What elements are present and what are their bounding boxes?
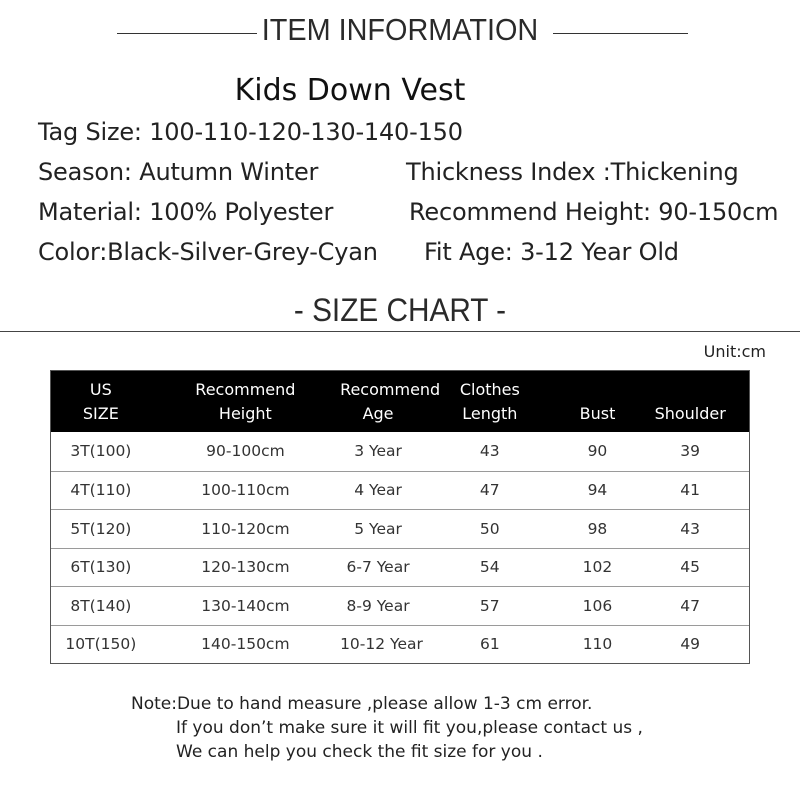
header-recommend-height-line1: Recommend bbox=[195, 379, 296, 399]
cell-height: 140-150cm bbox=[201, 635, 290, 654]
item-information-heading: ITEM INFORMATION bbox=[261, 12, 539, 47]
header-bust-line1 bbox=[564, 378, 632, 402]
cell-bust: 110 bbox=[582, 635, 613, 654]
cell-shoulder: 45 bbox=[680, 558, 701, 577]
header-us-size bbox=[51, 371, 151, 432]
table-row bbox=[51, 509, 749, 548]
cell-height: 110-120cm bbox=[201, 519, 290, 538]
cell-age: 8-9 Year bbox=[346, 596, 410, 615]
header-shoulder-line2: Shoulder bbox=[654, 403, 726, 423]
tag-size-line: Tag Size: 100-110-120-130-140-150 bbox=[38, 118, 463, 146]
cell-us-size: 10T(150) bbox=[65, 635, 137, 654]
header-recommend-age-line2: Age bbox=[362, 403, 394, 423]
header-rule-right bbox=[553, 33, 688, 34]
size-chart-table bbox=[50, 370, 750, 664]
size-chart-divider bbox=[0, 331, 800, 332]
note-line-1: Note:Due to hand measure ,please allow 1-3 cm error. bbox=[131, 694, 593, 714]
header-clothes-length-line2: Length bbox=[462, 403, 518, 423]
cell-shoulder: 49 bbox=[680, 635, 701, 654]
cell-age: 3 Year bbox=[354, 442, 402, 461]
header-bust-line2: Bust bbox=[579, 403, 616, 423]
header-recommend-height-line2: Height bbox=[218, 403, 272, 423]
cell-bust: 94 bbox=[587, 481, 608, 500]
cell-shoulder: 43 bbox=[680, 519, 701, 538]
table-row bbox=[51, 586, 749, 625]
cell-shoulder: 41 bbox=[680, 481, 701, 500]
cell-us-size: 4T(110) bbox=[70, 481, 132, 500]
cell-bust: 106 bbox=[582, 596, 613, 615]
header-recommend-age-line1: Recommend bbox=[340, 379, 441, 399]
cell-age: 5 Year bbox=[354, 519, 402, 538]
table-row bbox=[51, 432, 749, 471]
cell-us-size: 3T(100) bbox=[70, 442, 132, 461]
cell-length: 43 bbox=[479, 442, 500, 461]
fit-age-line: Fit Age: 3-12 Year Old bbox=[424, 238, 679, 266]
recommend-height-line: Recommend Height: 90-150cm bbox=[409, 198, 779, 226]
cell-us-size: 8T(140) bbox=[70, 596, 132, 615]
header-us-size-line2: SIZE bbox=[82, 403, 119, 423]
header-recommend-height bbox=[151, 371, 340, 432]
header-clothes-length bbox=[416, 371, 564, 432]
cell-length: 57 bbox=[479, 596, 500, 615]
table-header-row bbox=[51, 371, 749, 432]
cell-length: 54 bbox=[479, 558, 500, 577]
cell-age: 10-12 Year bbox=[340, 635, 423, 654]
note-line-3: We can help you check the fit size for you . bbox=[176, 742, 543, 762]
material-line: Material: 100% Polyester bbox=[38, 198, 334, 226]
header-bust bbox=[564, 371, 632, 432]
cell-height: 120-130cm bbox=[201, 558, 290, 577]
header-shoulder bbox=[631, 371, 749, 432]
season-line: Season: Autumn Winter bbox=[38, 158, 319, 186]
cell-bust: 90 bbox=[587, 442, 608, 461]
cell-height: 100-110cm bbox=[201, 481, 290, 500]
size-chart-heading: - SIZE CHART - bbox=[293, 292, 507, 328]
cell-length: 61 bbox=[479, 635, 500, 654]
cell-length: 50 bbox=[479, 519, 500, 538]
cell-length: 47 bbox=[479, 481, 500, 500]
cell-height: 90-100cm bbox=[206, 442, 285, 461]
product-title: Kids Down Vest bbox=[234, 73, 466, 108]
color-line: Color:Black-Silver-Grey-Cyan bbox=[38, 238, 378, 266]
table-row bbox=[51, 471, 749, 510]
header-clothes-length-line1: Clothes bbox=[459, 379, 520, 399]
header-recommend-age bbox=[340, 371, 441, 432]
header-shoulder-line1 bbox=[631, 378, 749, 402]
cell-bust: 102 bbox=[582, 558, 613, 577]
cell-age: 6-7 Year bbox=[346, 558, 410, 577]
thickness-line: Thickness Index :Thickening bbox=[406, 158, 739, 186]
table-row bbox=[51, 548, 749, 587]
cell-height: 130-140cm bbox=[201, 596, 290, 615]
cell-shoulder: 47 bbox=[680, 596, 701, 615]
unit-label: Unit:cm bbox=[703, 342, 766, 361]
header-us-size-line1: US bbox=[89, 379, 112, 399]
cell-shoulder: 39 bbox=[680, 442, 701, 461]
cell-us-size: 5T(120) bbox=[70, 519, 132, 538]
cell-us-size: 6T(130) bbox=[70, 558, 132, 577]
note-line-2: If you don’t make sure it will fit you,please contact us , bbox=[176, 718, 643, 738]
cell-age: 4 Year bbox=[354, 481, 402, 500]
table-row bbox=[51, 625, 749, 664]
cell-bust: 98 bbox=[587, 519, 608, 538]
